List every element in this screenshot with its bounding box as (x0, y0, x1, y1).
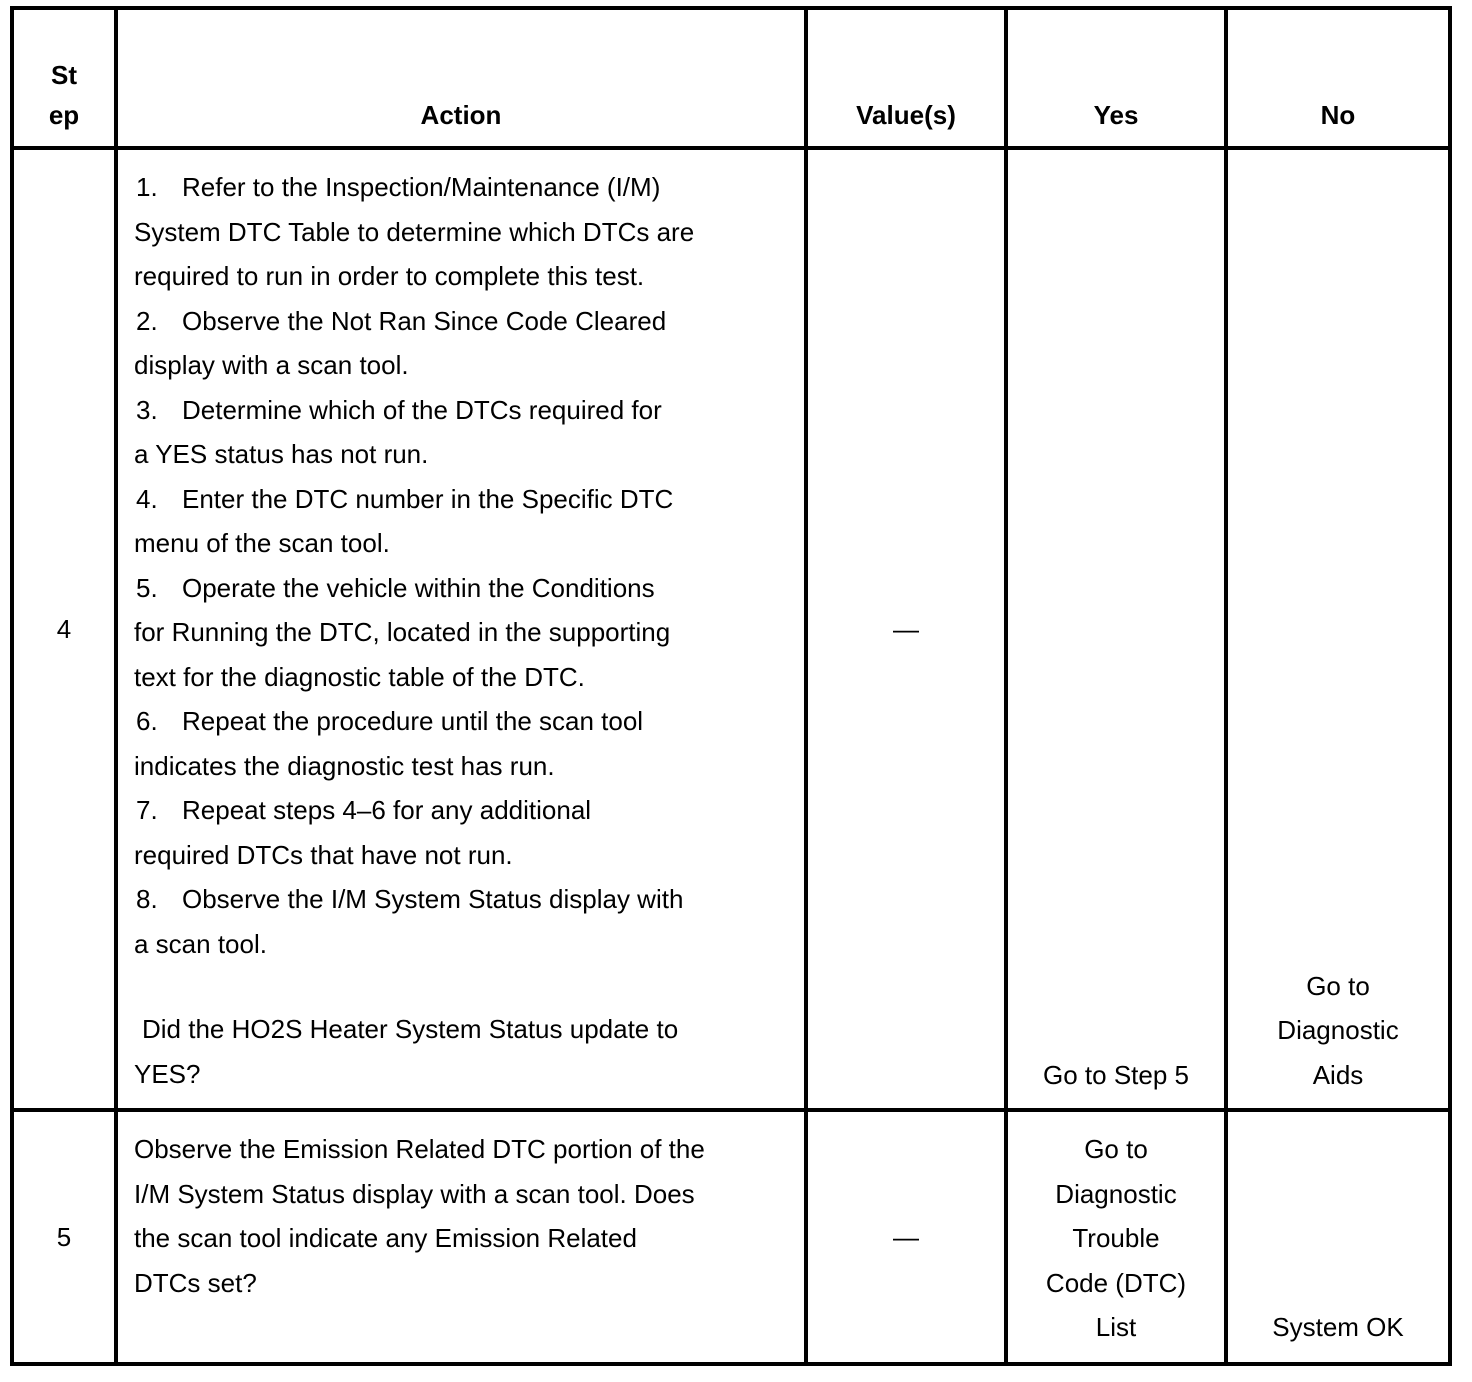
action-line: the scan tool indicate any Emission Related (134, 1223, 637, 1253)
no-cell: System OK (1226, 1110, 1450, 1364)
no-line: Diagnostic (1277, 1015, 1399, 1045)
value-cell: — (806, 1110, 1006, 1364)
step-item-text: Repeat steps 4–6 for any additional (182, 795, 592, 825)
action-line (134, 388, 790, 433)
action-line (134, 477, 790, 522)
action-line (134, 833, 790, 878)
step-item-number: 2. (136, 305, 158, 336)
action-line (134, 343, 790, 388)
step-item-text: System DTC Table to determine which DTCs are (134, 216, 695, 247)
no-line: Go to (1306, 970, 1370, 1001)
step-item-number: 4. (136, 483, 158, 514)
step-number: 4 (12, 148, 116, 1110)
action-line (134, 922, 790, 967)
step-item-text: a scan tool. (134, 928, 267, 959)
step-item-text: a YES status has not run. (134, 439, 429, 469)
yes-line: Code (DTC) (1045, 1267, 1187, 1298)
step-item-number: 1. (136, 172, 158, 202)
yes-cell (1006, 1110, 1226, 1364)
step-item-text: menu of the scan tool. (134, 528, 390, 558)
action-line: DTCs set? (134, 1267, 257, 1298)
no-cell (1226, 148, 1450, 1110)
step-item-text: text for the diagnostic table of the DTC. (134, 661, 585, 692)
step-item-text: Determine which of the DTCs required for (182, 394, 662, 425)
step-item-text: Operate the vehicle within the Conditions (182, 572, 655, 603)
action-line (134, 254, 790, 299)
step-item-text: Refer to the Inspection/Maintenance (I/M) (182, 172, 661, 202)
yes-line: Trouble (1072, 1223, 1160, 1253)
step-number: 5 (12, 1110, 116, 1364)
action-line: I/M System Status display with a scan tool. Does (134, 1178, 695, 1209)
step-item-number: 3. (136, 394, 158, 425)
action-line: Observe the Emission Related DTC portion of the (134, 1134, 705, 1164)
step-item-number: 6. (136, 706, 158, 736)
action-cell (116, 1110, 806, 1364)
diagnostic-table (10, 6, 1452, 1366)
header-no: No (1226, 8, 1450, 148)
action-line (134, 566, 790, 611)
table-row-step-5 (12, 1110, 1450, 1364)
header-yes: Yes (1006, 8, 1226, 148)
action-line (134, 165, 790, 210)
action-line (134, 210, 790, 255)
header-step-line1: St (51, 60, 77, 90)
action-line (134, 299, 790, 344)
yes-line: Diagnostic (1055, 1178, 1177, 1209)
step-item-text: for Running the DTC, located in the supporting (134, 617, 671, 647)
yes-cell: Go to Step 5 (1006, 148, 1226, 1110)
header-row (12, 8, 1450, 148)
action-line (134, 744, 790, 789)
step-item-text: required DTCs that have not run. (134, 839, 513, 870)
step-item-text: indicates the diagnostic test has run. (134, 750, 555, 781)
action-question-line1: Did the HO2S Heater System Status update to (142, 1014, 679, 1044)
yes-line: List (1095, 1312, 1137, 1342)
table-row-step-4 (12, 148, 1450, 1110)
yes-line: Go to (1084, 1134, 1148, 1164)
header-step-line2: ep (48, 100, 80, 130)
step-item-text: Observe the I/M System Status display with (182, 884, 684, 914)
action-line (134, 655, 790, 700)
action-line (134, 610, 790, 655)
step-item-text: Enter the DTC number in the Specific DTC (182, 483, 674, 514)
step-item-number: 7. (136, 795, 158, 825)
no-line: Aids (1312, 1059, 1364, 1090)
step-item-text: Observe the Not Ran Since Code Cleared (182, 305, 667, 336)
header-action: Action (116, 8, 806, 148)
action-line (134, 699, 790, 744)
action-line (134, 788, 790, 833)
header-values: Value(s) (806, 8, 1006, 148)
header-step (12, 8, 116, 148)
action-cell (116, 148, 806, 1110)
step-item-text: Repeat the procedure until the scan tool (182, 706, 644, 736)
step-item-number: 5. (136, 572, 158, 603)
step-item-number: 8. (136, 884, 158, 914)
action-line (134, 432, 790, 477)
step-item-text: required to run in order to complete this test. (134, 261, 645, 291)
action-steps-list (134, 165, 790, 966)
step-item-text: display with a scan tool. (134, 350, 409, 380)
value-cell: — (806, 148, 1006, 1110)
action-line (134, 521, 790, 566)
action-line (134, 877, 790, 922)
action-question-line2: YES? (134, 1058, 201, 1089)
